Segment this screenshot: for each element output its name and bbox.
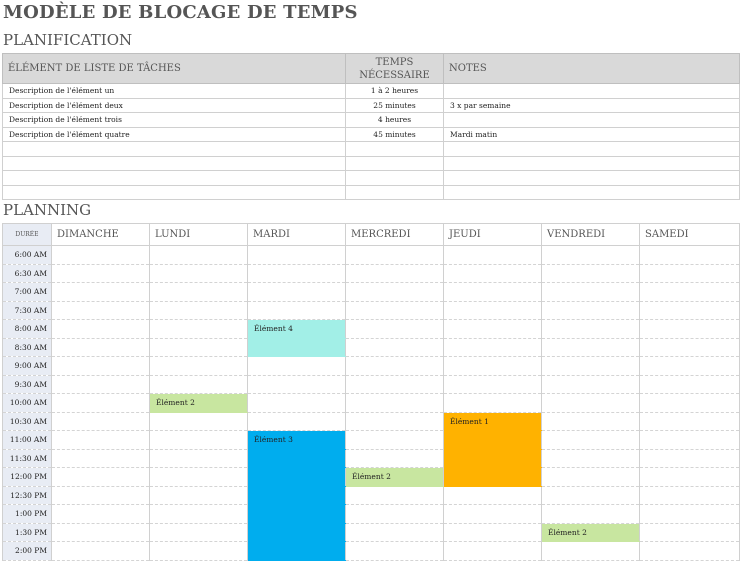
time-slot-row bbox=[3, 246, 740, 265]
schedule-cell[interactable] bbox=[444, 264, 542, 283]
schedule-cell[interactable] bbox=[346, 301, 444, 320]
schedule-cell[interactable] bbox=[640, 505, 740, 524]
notes-cell[interactable]: 3 x par semaine bbox=[444, 98, 740, 113]
schedule-cell[interactable] bbox=[444, 320, 542, 339]
day-header-thursday: JEUDI bbox=[444, 224, 542, 246]
schedule-cell[interactable] bbox=[640, 449, 740, 468]
notes-cell[interactable] bbox=[444, 142, 740, 157]
event-block[interactable]: Élément 2 bbox=[150, 394, 248, 413]
time-slot-row bbox=[3, 431, 740, 450]
time-slot-row bbox=[3, 338, 740, 357]
schedule-cell[interactable] bbox=[52, 301, 150, 320]
time-slot-row bbox=[3, 505, 740, 524]
event-block[interactable] bbox=[248, 486, 346, 505]
schedule-cell[interactable] bbox=[52, 505, 150, 524]
schedule-cell[interactable] bbox=[444, 246, 542, 265]
time-label: 11:00 AM bbox=[3, 431, 52, 450]
schedule-cell[interactable] bbox=[640, 542, 740, 561]
planification-header-row bbox=[3, 54, 740, 84]
event-block[interactable]: Élément 1 bbox=[444, 412, 542, 431]
schedule-cell[interactable] bbox=[150, 505, 248, 524]
notes-cell[interactable] bbox=[444, 185, 740, 200]
schedule-cell[interactable] bbox=[444, 505, 542, 524]
time-slot-row bbox=[3, 468, 740, 487]
schedule-cell[interactable] bbox=[52, 412, 150, 431]
schedule-cell[interactable] bbox=[542, 412, 640, 431]
time-label: 10:30 AM bbox=[3, 412, 52, 431]
schedule-cell[interactable] bbox=[346, 542, 444, 561]
time-slot-row bbox=[3, 320, 740, 339]
time-slot-row bbox=[3, 357, 740, 376]
notes-cell[interactable]: Mardi matin bbox=[444, 127, 740, 142]
table-row bbox=[3, 98, 740, 113]
schedule-cell[interactable] bbox=[542, 468, 640, 487]
time-cell[interactable] bbox=[346, 142, 444, 157]
time-label: 12:30 PM bbox=[3, 486, 52, 505]
schedule-cell[interactable] bbox=[444, 542, 542, 561]
header-time-needed: TEMPS NÉCESSAIRE bbox=[346, 54, 444, 84]
event-block[interactable] bbox=[248, 468, 346, 487]
time-label: 9:00 AM bbox=[3, 357, 52, 376]
schedule-cell[interactable] bbox=[640, 431, 740, 450]
schedule-cell[interactable] bbox=[640, 523, 740, 542]
schedule-cell[interactable] bbox=[52, 394, 150, 413]
time-label: 1:00 PM bbox=[3, 505, 52, 524]
notes-cell[interactable] bbox=[444, 84, 740, 99]
time-cell[interactable]: 1 à 2 heures bbox=[346, 84, 444, 99]
schedule-cell[interactable] bbox=[248, 412, 346, 431]
day-header-tuesday: MARDI bbox=[248, 224, 346, 246]
planning-grid bbox=[2, 223, 740, 561]
schedule-cell[interactable] bbox=[346, 338, 444, 357]
time-cell[interactable]: 4 heures bbox=[346, 113, 444, 128]
task-cell[interactable]: Description de l'élément quatre bbox=[3, 127, 346, 142]
task-cell[interactable]: Description de l'élément un bbox=[3, 84, 346, 99]
time-slot-row bbox=[3, 264, 740, 283]
schedule-cell[interactable] bbox=[52, 264, 150, 283]
schedule-cell[interactable] bbox=[444, 523, 542, 542]
event-block[interactable]: Élément 2 bbox=[542, 523, 640, 542]
schedule-cell[interactable] bbox=[542, 486, 640, 505]
schedule-cell[interactable] bbox=[444, 486, 542, 505]
day-header-sunday: DIMANCHE bbox=[52, 224, 150, 246]
schedule-cell[interactable] bbox=[444, 357, 542, 376]
time-slot-row bbox=[3, 394, 740, 413]
time-label: 8:30 AM bbox=[3, 338, 52, 357]
schedule-cell[interactable] bbox=[52, 246, 150, 265]
task-cell[interactable]: Description de l'élément trois bbox=[3, 113, 346, 128]
task-cell[interactable] bbox=[3, 171, 346, 186]
table-row bbox=[3, 84, 740, 99]
schedule-cell[interactable] bbox=[346, 246, 444, 265]
schedule-cell[interactable] bbox=[52, 357, 150, 376]
event-block[interactable]: Élément 4 bbox=[248, 320, 346, 339]
planning-header-row bbox=[3, 224, 740, 246]
schedule-cell[interactable] bbox=[52, 542, 150, 561]
schedule-cell[interactable] bbox=[150, 338, 248, 357]
time-label: 8:00 AM bbox=[3, 320, 52, 339]
task-cell[interactable] bbox=[3, 156, 346, 171]
day-header-saturday: SAMEDI bbox=[640, 224, 740, 246]
event-block[interactable] bbox=[248, 449, 346, 468]
table-row bbox=[3, 185, 740, 200]
schedule-cell[interactable] bbox=[150, 246, 248, 265]
notes-cell[interactable] bbox=[444, 171, 740, 186]
schedule-cell[interactable] bbox=[444, 394, 542, 413]
schedule-cell[interactable] bbox=[444, 375, 542, 394]
schedule-cell[interactable] bbox=[346, 431, 444, 450]
notes-cell[interactable] bbox=[444, 156, 740, 171]
task-cell[interactable] bbox=[3, 185, 346, 200]
time-label: 6:00 AM bbox=[3, 246, 52, 265]
schedule-cell[interactable] bbox=[248, 246, 346, 265]
schedule-cell[interactable] bbox=[346, 394, 444, 413]
time-label: 11:30 AM bbox=[3, 449, 52, 468]
schedule-cell[interactable] bbox=[248, 375, 346, 394]
schedule-cell[interactable] bbox=[346, 320, 444, 339]
schedule-cell[interactable] bbox=[640, 246, 740, 265]
planning-body bbox=[3, 246, 740, 561]
schedule-cell[interactable] bbox=[346, 505, 444, 524]
schedule-cell[interactable] bbox=[150, 523, 248, 542]
schedule-cell[interactable] bbox=[150, 486, 248, 505]
time-slot-row bbox=[3, 542, 740, 561]
event-block[interactable] bbox=[444, 468, 542, 487]
schedule-cell[interactable] bbox=[640, 412, 740, 431]
notes-cell[interactable] bbox=[444, 113, 740, 128]
header-task-item: ÉLÉMENT DE LISTE DE TÂCHES bbox=[3, 54, 346, 84]
schedule-cell[interactable] bbox=[150, 375, 248, 394]
schedule-cell[interactable] bbox=[346, 449, 444, 468]
event-block[interactable] bbox=[444, 449, 542, 468]
schedule-cell[interactable] bbox=[640, 357, 740, 376]
schedule-cell[interactable] bbox=[52, 375, 150, 394]
day-header-friday: VENDREDI bbox=[542, 224, 640, 246]
time-slot-row bbox=[3, 412, 740, 431]
schedule-cell[interactable] bbox=[542, 375, 640, 394]
day-header-wednesday: MERCREDI bbox=[346, 224, 444, 246]
table-row bbox=[3, 113, 740, 128]
event-block[interactable] bbox=[444, 431, 542, 450]
event-block[interactable]: Élément 3 bbox=[248, 431, 346, 450]
schedule-cell[interactable] bbox=[150, 431, 248, 450]
schedule-cell[interactable] bbox=[640, 264, 740, 283]
schedule-cell[interactable] bbox=[150, 412, 248, 431]
event-block[interactable] bbox=[248, 505, 346, 524]
time-cell[interactable] bbox=[346, 156, 444, 171]
table-row bbox=[3, 127, 740, 142]
time-cell[interactable]: 45 minutes bbox=[346, 127, 444, 142]
page-title: MODÈLE DE BLOCAGE DE TEMPS bbox=[3, 2, 358, 23]
header-notes: NOTES bbox=[444, 54, 740, 84]
schedule-cell[interactable] bbox=[248, 264, 346, 283]
schedule-cell[interactable] bbox=[640, 394, 740, 413]
schedule-cell[interactable] bbox=[346, 412, 444, 431]
table-row bbox=[3, 156, 740, 171]
schedule-cell[interactable] bbox=[346, 357, 444, 376]
time-label: 12:00 PM bbox=[3, 468, 52, 487]
time-label: 9:30 AM bbox=[3, 375, 52, 394]
time-cell[interactable] bbox=[346, 185, 444, 200]
planification-section-title: PLANIFICATION bbox=[3, 31, 133, 49]
schedule-cell[interactable] bbox=[542, 264, 640, 283]
time-label: 1:30 PM bbox=[3, 523, 52, 542]
time-label: 2:00 PM bbox=[3, 542, 52, 561]
schedule-cell[interactable] bbox=[150, 283, 248, 302]
time-slot-row bbox=[3, 375, 740, 394]
schedule-cell[interactable] bbox=[150, 320, 248, 339]
schedule-cell[interactable] bbox=[542, 301, 640, 320]
schedule-cell[interactable] bbox=[542, 320, 640, 339]
planning-section-title: PLANNING bbox=[3, 201, 92, 219]
schedule-cell[interactable] bbox=[640, 468, 740, 487]
schedule-cell[interactable] bbox=[346, 283, 444, 302]
schedule-cell[interactable] bbox=[150, 542, 248, 561]
schedule-cell[interactable] bbox=[640, 301, 740, 320]
schedule-cell[interactable] bbox=[542, 431, 640, 450]
schedule-cell[interactable] bbox=[542, 357, 640, 376]
time-label: 7:00 AM bbox=[3, 283, 52, 302]
task-cell[interactable] bbox=[3, 142, 346, 157]
schedule-cell[interactable] bbox=[52, 449, 150, 468]
schedule-cell[interactable] bbox=[52, 486, 150, 505]
day-header-monday: LUNDI bbox=[150, 224, 248, 246]
schedule-cell[interactable] bbox=[248, 283, 346, 302]
schedule-cell[interactable] bbox=[444, 283, 542, 302]
schedule-cell[interactable] bbox=[52, 338, 150, 357]
time-slot-row bbox=[3, 283, 740, 302]
schedule-cell[interactable] bbox=[150, 357, 248, 376]
schedule-cell[interactable] bbox=[52, 523, 150, 542]
schedule-cell[interactable] bbox=[542, 246, 640, 265]
schedule-cell[interactable] bbox=[52, 468, 150, 487]
time-slot-row bbox=[3, 449, 740, 468]
schedule-cell[interactable] bbox=[346, 486, 444, 505]
schedule-cell[interactable] bbox=[444, 301, 542, 320]
schedule-cell[interactable] bbox=[444, 338, 542, 357]
event-block[interactable] bbox=[248, 338, 346, 357]
table-row bbox=[3, 171, 740, 186]
schedule-cell[interactable] bbox=[542, 338, 640, 357]
schedule-cell[interactable] bbox=[150, 468, 248, 487]
time-slot-row bbox=[3, 301, 740, 320]
schedule-cell[interactable] bbox=[542, 449, 640, 468]
schedule-cell[interactable] bbox=[248, 394, 346, 413]
schedule-cell[interactable] bbox=[640, 338, 740, 357]
schedule-cell[interactable] bbox=[150, 301, 248, 320]
schedule-cell[interactable] bbox=[640, 375, 740, 394]
schedule-cell[interactable] bbox=[542, 542, 640, 561]
event-block[interactable]: Élément 2 bbox=[346, 468, 444, 487]
schedule-cell[interactable] bbox=[640, 320, 740, 339]
schedule-cell[interactable] bbox=[542, 505, 640, 524]
time-cell[interactable] bbox=[346, 171, 444, 186]
schedule-cell[interactable] bbox=[346, 264, 444, 283]
schedule-cell[interactable] bbox=[52, 320, 150, 339]
time-slot-row bbox=[3, 523, 740, 542]
schedule-cell[interactable] bbox=[248, 357, 346, 376]
schedule-cell[interactable] bbox=[640, 486, 740, 505]
duration-header: DURÉE bbox=[3, 224, 52, 246]
schedule-cell[interactable] bbox=[150, 264, 248, 283]
time-label: 7:30 AM bbox=[3, 301, 52, 320]
event-block[interactable] bbox=[248, 542, 346, 561]
schedule-cell[interactable] bbox=[542, 283, 640, 302]
schedule-cell[interactable] bbox=[52, 283, 150, 302]
table-row bbox=[3, 142, 740, 157]
schedule-cell[interactable] bbox=[150, 449, 248, 468]
schedule-cell[interactable] bbox=[346, 523, 444, 542]
planification-table bbox=[2, 53, 740, 200]
schedule-cell[interactable] bbox=[248, 301, 346, 320]
time-slot-row bbox=[3, 486, 740, 505]
schedule-cell[interactable] bbox=[542, 394, 640, 413]
task-cell[interactable]: Description de l'élément deux bbox=[3, 98, 346, 113]
schedule-cell[interactable] bbox=[640, 283, 740, 302]
time-cell[interactable]: 25 minutes bbox=[346, 98, 444, 113]
schedule-cell[interactable] bbox=[52, 431, 150, 450]
time-label: 10:00 AM bbox=[3, 394, 52, 413]
event-block[interactable] bbox=[248, 523, 346, 542]
schedule-cell[interactable] bbox=[346, 375, 444, 394]
time-label: 6:30 AM bbox=[3, 264, 52, 283]
